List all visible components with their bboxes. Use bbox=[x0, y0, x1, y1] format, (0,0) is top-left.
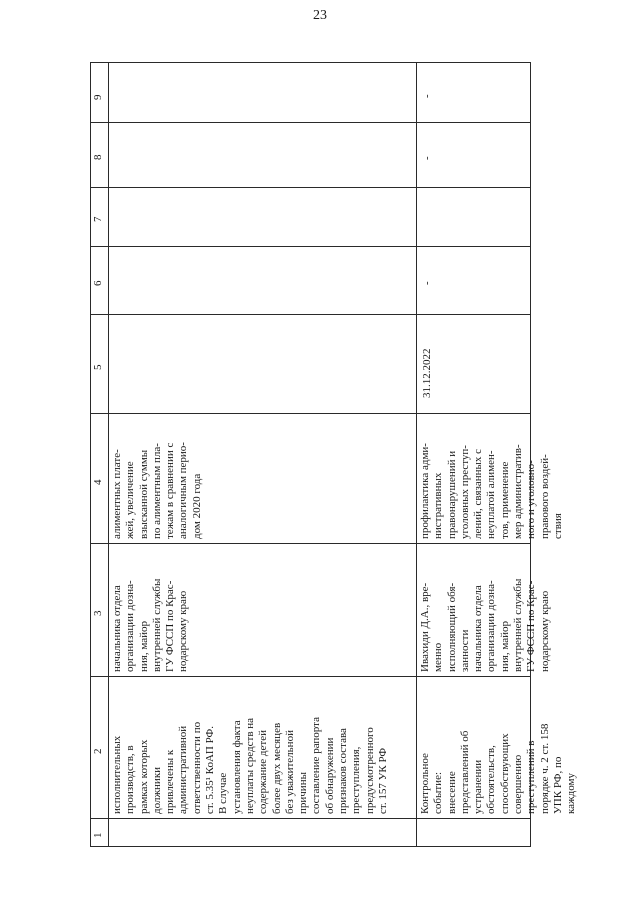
row2-col5-date: 31.12.2022 bbox=[421, 348, 433, 398]
column-number-6: 6 bbox=[92, 280, 104, 286]
column-number-1: 1 bbox=[92, 832, 104, 838]
column-number-7: 7 bbox=[92, 216, 104, 222]
column-number-3: 3 bbox=[92, 610, 104, 616]
column-number-2: 2 bbox=[92, 748, 104, 754]
row2-col9-dash: - bbox=[421, 94, 433, 98]
row2-col2-text: Контрольное событие: внесение представлений об устранении обстоятельств, способствующих совершению преступлений в порядке ч. 2 ст. 158 УПК РФ, по каждому bbox=[419, 723, 578, 814]
row2-col6-dash: - bbox=[421, 281, 433, 285]
row1-col3-text: начальника отдела организации дозна- ния, майор внутренней службы ГУ ФССП по Крас- нодарскому краю bbox=[111, 578, 190, 672]
page-number: 23 bbox=[313, 8, 327, 23]
column-number-9: 9 bbox=[92, 94, 104, 100]
row2-col4-text: профилактика адми- нистративных правонарушений и уголовных преступ- лений, связанных с неуплатой алимен- тов, применение мер административ- ного и уголовно- правового воздей- ствия bbox=[419, 443, 564, 539]
row2-col8-dash: - bbox=[421, 156, 433, 160]
column-number-5: 5 bbox=[92, 364, 104, 370]
row2-col3-text: Ивахиди Д.А., вре- менно исполняющий обя- занности начальника отдела организации дозна- ния, майор внутренней службы ГУ ФССП по Крас- нодарскому краю bbox=[419, 578, 551, 672]
column-number-4: 4 bbox=[92, 479, 104, 485]
row1-col2-text: исполнительных производств, в рамках которых должники привлечены к административной ответственности по ст. 5.35¹ КоАП РФ. В случае установления факта неуплаты средств на содержание детей более двух месяцев без уважительной причины составление рапорта об обнаружении признаков состава преступления, предусмотренного ст. 157 УК РФ bbox=[111, 717, 389, 814]
row1-col4-text: алиментных плате- жей, увеличение взысканной суммы по алиментным пла- тежам в сравнении с аналогичным перио- дом 2020 года bbox=[111, 442, 203, 539]
column-number-8: 8 bbox=[92, 154, 104, 160]
